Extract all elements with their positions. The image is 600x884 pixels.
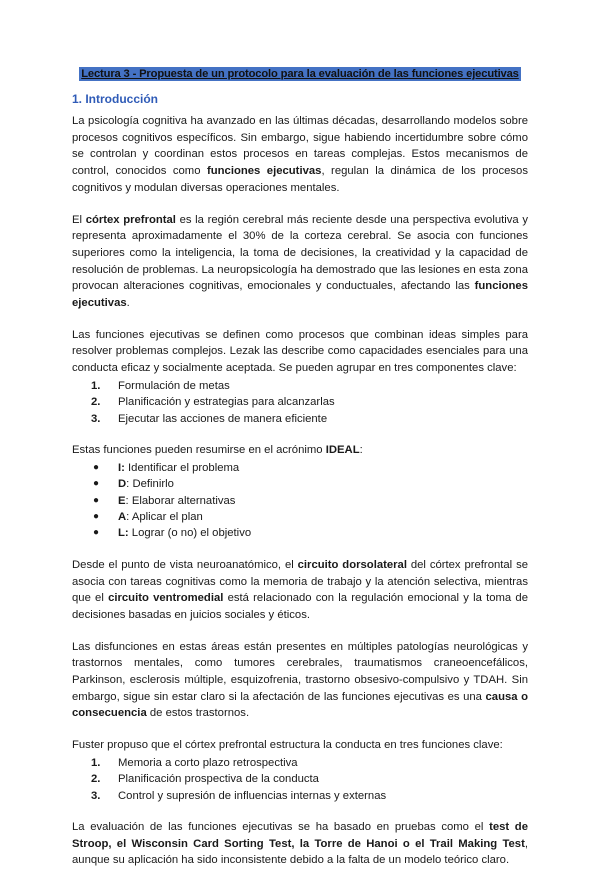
bullet-icon: ● bbox=[93, 478, 100, 490]
paragraph-neuroanatomy: Desde el punto de vista neuroanatómico, el circuito dorsolateral del córtex prefrontal se asocia con tareas cognitivas como la memoria de trabajo y la atención selectiva, mientras que el circuito ventromedial está relacionado con la regulación emocional y la toma de decisiones basadas en juicios sociales y éticos. bbox=[72, 558, 528, 621]
list-item: ● L: Lograr (o no) el objetivo bbox=[72, 525, 528, 541]
bold-term: IDEAL bbox=[325, 444, 360, 457]
bullet-icon: ● bbox=[93, 527, 100, 539]
list-item: ● I: Identificar el problema bbox=[72, 460, 528, 476]
bold-term: circuito dorsolateral bbox=[297, 558, 407, 571]
paragraph-acronym: Estas funciones pueden resumirse en el acrónimo IDEAL: bbox=[72, 444, 363, 457]
paragraph-intro: La psicología cognitiva ha avanzado en las últimas décadas, desarrollando modelos sobre procesos cognitivos específicos. Sin embargo, sigue habiendo incertidumbre sobre cómo se controlan y coordinan estos procesos en tareas complejas. Estos mecanismos de control, conocidos como funciones ejecutivas, regulan la dinámica de los procesos cognitivos y modulan diversas operaciones mentales. bbox=[72, 115, 528, 194]
paragraph-fuster: Fuster propuso que el córtex prefrontal estructura la conducta en tres funciones clave: bbox=[72, 739, 503, 752]
bullet-icon: ● bbox=[93, 461, 100, 473]
paragraph-cortex: El córtex prefrontal es la región cerebral más reciente desde una perspectiva evolutiva y representa aproximadamente el 30% de la corteza cerebral. Se asocia con funciones superiores como la inteligencia, la toma de decisiones, la creatividad y la capacidad de resolución de problemas. La neuropsicología ha demostrado que las lesiones en esta zona provocan alteraciones cognitivas, emocionales y conductuales, afectando las funciones ejecutivas. bbox=[72, 213, 528, 310]
numbered-list-fuster bbox=[72, 755, 528, 804]
list-item: 1. Memoria a corto plazo retrospectiva bbox=[91, 756, 298, 769]
document-page bbox=[72, 68, 528, 884]
list-item: 2. Planificación prospectiva de la conducta bbox=[91, 773, 319, 786]
paragraph-evaluation: La evaluación de las funciones ejecutivas se ha basado en pruebas como el test de Stroop, el Wisconsin Card Sorting Test, la Torre de Hanoi o el Trail Making Test, aunque su aplicación ha sido inconsistente debido a la falta de un modelo teórico claro. bbox=[72, 821, 528, 867]
bullet-icon: ● bbox=[93, 510, 100, 522]
list-item: 3. Ejecutar las acciones de manera eficiente bbox=[91, 412, 328, 425]
bold-term: causa o consecuencia bbox=[72, 690, 528, 720]
document-title-text: Lectura 3 - Propuesta de un protocolo para la evaluación de las funciones ejecutivas bbox=[81, 68, 519, 80]
list-item: ● E: Elaborar alternativas bbox=[72, 493, 528, 509]
list-item: ● A: Aplicar el plan bbox=[72, 509, 528, 525]
section-heading: 1. Introducción bbox=[72, 92, 159, 106]
bold-term: córtex prefrontal bbox=[85, 213, 176, 226]
list-item: 1. Formulación de metas bbox=[91, 379, 230, 392]
list-item: ● D: Definirlo bbox=[72, 476, 528, 492]
bullet-list-ideal bbox=[72, 460, 528, 542]
bold-term: test de Stroop, el Wisconsin Card Sorting Test, la Torre de Hanoi o el Trail Making Test bbox=[72, 821, 528, 850]
bold-term: funciones ejecutivas bbox=[72, 280, 528, 310]
bold-term: funciones ejecutivas bbox=[206, 165, 322, 178]
paragraph-disorders: Las disfunciones en estas áreas están presentes en múltiples patologías neurológicas y trastornos mentales, como tumores cerebrales, traumatismos craneoencefálicos, Parkinson, esclerosis múltiple, esquizofrenia, trastorno obsesivo-compulsivo y TDAH. Sin embargo, sigue sin estar claro si la afectación de las funciones ejecutivas es una causa o consecuencia de estos trastornos. bbox=[72, 640, 528, 720]
bold-term: circuito ventromedial bbox=[108, 592, 224, 605]
paragraph-definition: Las funciones ejecutivas se definen como procesos que combinan ideas simples para resolver problemas complejos. Lezak las describe como capacidades esenciales para una conducta eficaz y socialmente aceptada. Se pueden agrupar en tres componentes clave: bbox=[72, 328, 528, 375]
bullet-icon: ● bbox=[93, 494, 100, 506]
document-title bbox=[72, 68, 528, 80]
list-item: 3. Control y supresión de influencias internas y externas bbox=[91, 789, 387, 802]
list-item: 2. Planificación y estrategias para alcanzarlas bbox=[91, 396, 335, 409]
numbered-list-components bbox=[72, 378, 528, 427]
